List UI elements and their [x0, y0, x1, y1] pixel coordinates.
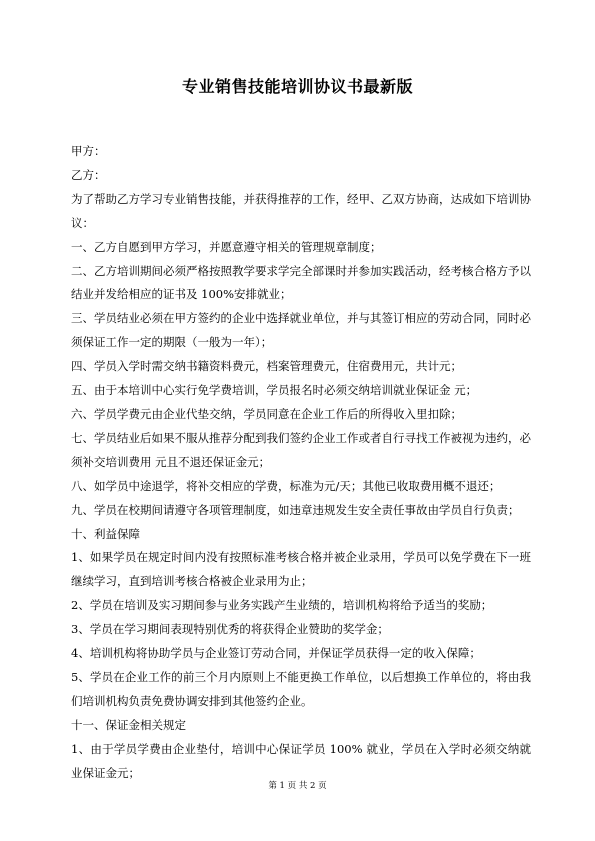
document-title: 专业销售技能培训协议书最新版	[181, 77, 413, 96]
paragraph-party-a: 甲方：	[71, 144, 106, 158]
clause-2: 二、乙方培训期间必须严格按照教学要求学完全部课时并参加实践活动，经考核合格方予以结业并发给相应的证书及 100%安排就业；	[71, 263, 531, 302]
clause-9: 九、学员在校期间请遵守各项管理制度，如违章违规发生安全责任事故由学员自行负责；	[71, 502, 520, 517]
paragraph-party-b: 乙方：	[71, 167, 106, 182]
clause-5: 五、由于本培训中心实行免学费培训，学员报名时必须交纳培训就业保证金 元；	[71, 383, 478, 398]
benefit-item-1: 1、如果学员在规定时间内没有按照标准考核合格并被企业录用，学员可以免学费在下一班继续学习，直到培训考核合格被企业录用为止；	[71, 550, 531, 589]
paragraph-intro: 为了帮助乙方学习专业销售技能，并获得推荐的工作，经甲、乙双方协商，达成如下培训协议：	[71, 191, 531, 230]
clause-1: 一、乙方自愿到甲方学习，并愿意遵守相关的管理规章制度；	[71, 239, 382, 254]
clause-3: 三、学员结业必须在甲方签约的企业中选择就业单位，并与其签订相应的劳动合同，同时必须保证工作一定的期限（一般为一年）；	[71, 311, 531, 350]
benefit-item-4: 4、培训机构将协助学员与企业签订劳动合同，并保证学员获得一定的收入保障；	[71, 646, 481, 661]
clause-4: 四、学员入学时需交纳书籍资料费元，档案管理费元，住宿费用元，共计元；	[71, 359, 462, 374]
page-footer: 第 1 页 共 2 页	[268, 781, 327, 791]
clause-7: 七、学员结业后如果不服从推荐分配到我们签约企业工作或者自行寻找工作被视为违约，必须补交培训费用 元且不退还保证金元；	[71, 430, 531, 469]
document-body	[71, 140, 531, 785]
clause-6: 六、学员学费元由企业代垫交纳，学员同意在企业工作后的所得收入里扣除；	[71, 406, 462, 421]
clause-8: 八、如学员中途退学，将补交相应的学费，标准为元/天；其他已收取费用概不退还；	[71, 478, 501, 493]
benefit-item-3: 3、学员在学习期间表现特别优秀的将获得企业赞助的奖学金；	[71, 622, 389, 637]
section-heading-deposit: 十一、保证金相关规定	[71, 717, 186, 732]
section-heading-benefits: 十、利益保障	[71, 526, 140, 541]
benefit-item-5: 5、学员在企业工作的前三个月内原则上不能更换工作单位，以后想换工作单位的，将由我们培训机构负责免费协调安排到其他签约企业。	[71, 669, 531, 708]
benefit-item-2: 2、学员在培训及实习期间参与业务实践产生业绩的，培训机构将给予适当的奖励；	[71, 598, 493, 613]
deposit-item-1: 1、由于学员学费由企业垫付，培训中心保证学员 100% 就业，学员在入学时必须交纳就业保证金元；	[71, 741, 531, 780]
